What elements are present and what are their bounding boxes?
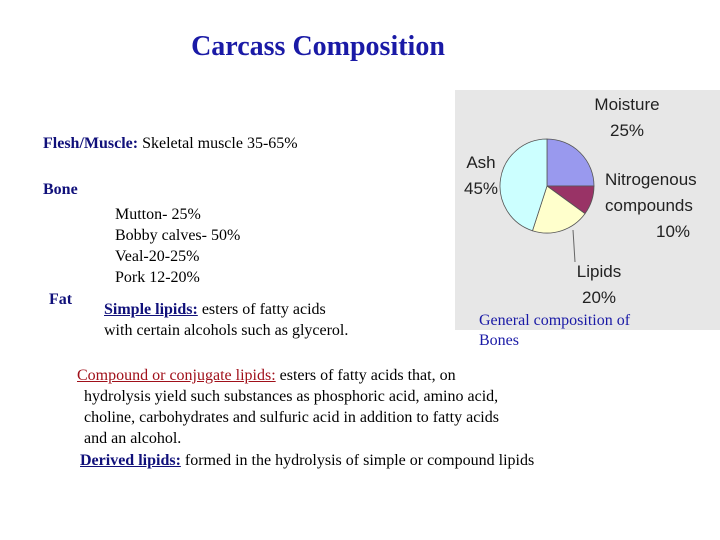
pie-slice-label: Ash (466, 153, 496, 172)
flesh-line (43, 134, 298, 154)
simple-lipids-line-1 (104, 300, 326, 320)
pie-slice-label: Moisture (594, 95, 660, 114)
compound-lipids-text: esters of fatty acids that, on (279, 367, 456, 384)
pie-chart-svg (455, 90, 720, 330)
derived-lipids-text: formed in the hydrolysis of simple or compound lipids (184, 452, 535, 469)
pie-slice-moisture (547, 139, 594, 186)
derived-lipids-label: Derived lipids: (80, 452, 181, 469)
pie-slice-label: Nitrogenous (605, 170, 697, 189)
pie-slice-label: compounds (605, 196, 693, 215)
bone-item-pork: Pork 12-20% (115, 269, 200, 286)
compound-lipids-line-2: hydrolysis yield such substances as phosphoric acid, amino acid, (84, 388, 499, 405)
pie-value-label: 45% (463, 179, 499, 198)
bone-label: Bone (43, 181, 78, 198)
simple-lipids-label: Simple lipids: (104, 301, 198, 318)
simple-lipids-text: esters of fatty acids (201, 301, 326, 318)
pie-value-label: 10% (655, 222, 691, 241)
derived-lipids-line (80, 451, 534, 471)
fat-label: Fat (49, 291, 73, 308)
compound-lipids-label: Compound or conjugate lipids: (77, 367, 276, 384)
bone-item-bobby-calves: Bobby calves- 50% (115, 227, 241, 244)
compound-lipids-line-1 (77, 366, 456, 386)
chart-caption: General composition of Bones (479, 312, 631, 349)
bone-composition-chart (455, 90, 720, 330)
bone-item-mutton: Mutton- 25% (115, 206, 201, 223)
lipids-leader-line (573, 230, 575, 262)
flesh-text: Skeletal muscle 35-65% (142, 135, 298, 152)
compound-lipids-line-4: and an alcohol. (84, 430, 182, 447)
pie-value-label: 25% (609, 121, 645, 140)
compound-lipids-line-3: choline, carbohydrates and sulfuric acid in addition to fatty acids (84, 409, 499, 426)
pie-slice-label: Lipids (576, 262, 622, 281)
simple-lipids-line-2: with certain alcohols such as glycerol. (104, 322, 349, 339)
bone-item-veal: Veal-20-25% (115, 248, 200, 265)
flesh-label: Flesh/Muscle: (43, 135, 139, 152)
page-title: Carcass Composition (191, 31, 445, 62)
pie-value-label: 20% (581, 288, 617, 307)
